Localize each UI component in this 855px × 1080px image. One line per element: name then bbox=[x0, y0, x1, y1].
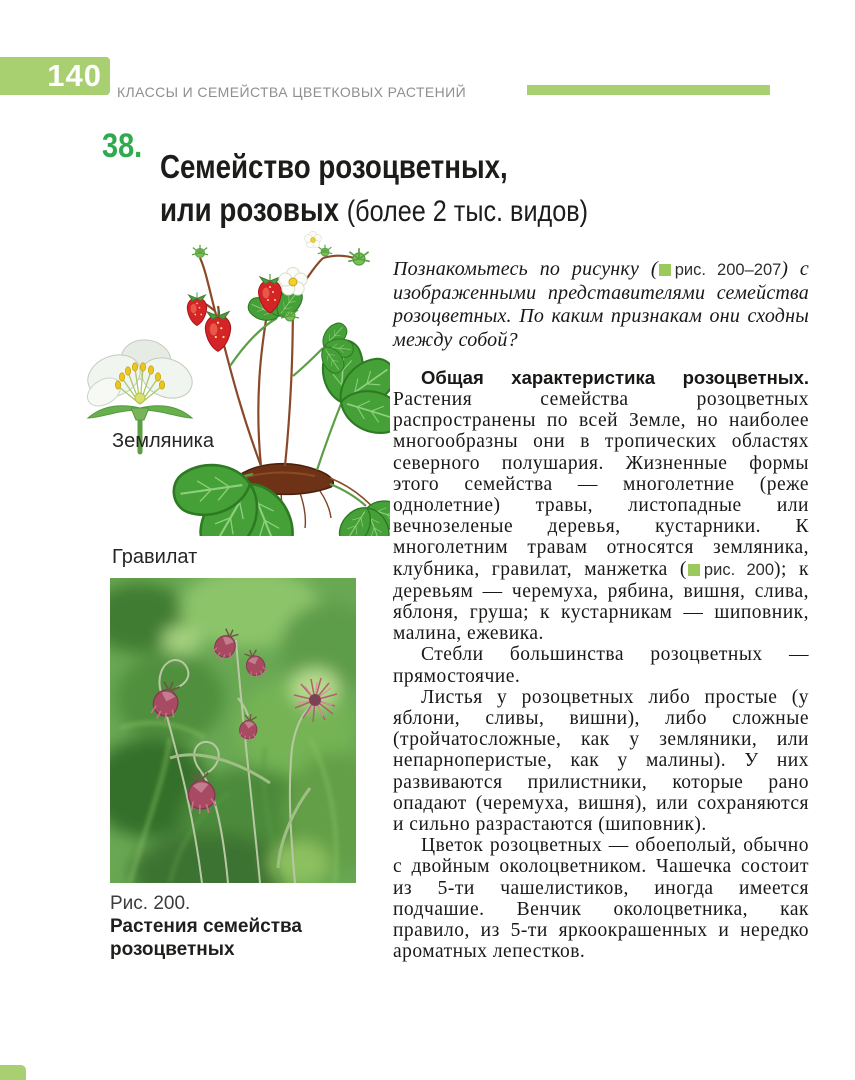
paragraph-stems: Стебли большинства розоцветных — прямостоячие. bbox=[393, 644, 809, 687]
runin-heading: Общая характеристика розоцветных. bbox=[421, 366, 809, 388]
figure-caption-number: Рис. 200. bbox=[110, 893, 191, 914]
avens-photo bbox=[110, 578, 356, 883]
figure-ref-text: рис. 200–207 bbox=[674, 261, 782, 279]
section-title-line2-bold: или розовых bbox=[160, 191, 340, 229]
paragraph-general-characteristics bbox=[393, 367, 809, 645]
section-title-line1: Семейство розоцветных, bbox=[160, 148, 508, 186]
lead-text: ) с изображенными представителями семейства розоцветных. По каким признакам они сходны между собой? bbox=[393, 258, 809, 351]
figure-ref-square-icon bbox=[659, 264, 671, 276]
text-column bbox=[393, 258, 809, 963]
page-corner-mark bbox=[0, 1065, 26, 1080]
strawberry-illustration bbox=[85, 226, 390, 536]
page-number-badge bbox=[0, 57, 110, 95]
avens-label: Гравилат bbox=[112, 546, 198, 568]
paragraph-leaves: Листья у розоцветных либо простые (у яблони, сливы, вишни), либо сложные (тройчатосложные, как у земляники, или непарноперистые, как у малины). У них развиваются прилистники, которые рано опадают (черемуха, вишня), или сохраняются и сильно разрастаются (шиповник). bbox=[393, 686, 809, 836]
strawberry-label: Земляника bbox=[112, 430, 214, 452]
section-title-line2-regular: (более 2 тыс. видов) bbox=[346, 195, 589, 229]
paragraph-text: Растения семейства розоцветных распространены по всей Земле, но наиболее многообразны они в тропических областях северного полушария. Жизненные формы этого семейства — многолетние (реже однолетние) травы, листопадные или вечнозеленые деревья, кустарники. К многолетним травам относятся земляника, клубника, гравилат, манжетка ( bbox=[393, 389, 809, 580]
section-number: 38. bbox=[102, 127, 143, 165]
lead-text: Познакомьтесь по рисунку ( bbox=[393, 258, 658, 280]
figure-caption bbox=[110, 892, 362, 961]
lead-question bbox=[393, 258, 809, 352]
figure-ref-square-icon bbox=[688, 564, 700, 576]
paragraph-flower: Цветок розоцветных — обоеполый, обычно с двойным околоцветником. Чашечка состоит из 5-ти чашелистиков, иногда имеется подчашие. Венчик околоцветника, как правило, из 5-ти яркоокрашенных и нередко ароматных лепестков. bbox=[393, 835, 809, 963]
figure-reference bbox=[687, 559, 774, 580]
figure-ref-text: рис. 200 bbox=[703, 560, 775, 579]
running-header: КЛАССЫ И СЕМЕЙСТВА ЦВЕТКОВЫХ РАСТЕНИЙ bbox=[117, 84, 467, 100]
paragraph-text: ); к деревьям — черемуха, рябина, вишня, слива, яблоня, груша; к кустарникам — шиповник, малина, ежевика. bbox=[393, 558, 810, 645]
header-rule-bar bbox=[527, 85, 770, 95]
page-number: 140 bbox=[47, 58, 102, 93]
figure-reference bbox=[658, 258, 782, 280]
section-title bbox=[160, 145, 630, 233]
figure-caption-text: Растения семейства розоцветных bbox=[110, 916, 303, 960]
